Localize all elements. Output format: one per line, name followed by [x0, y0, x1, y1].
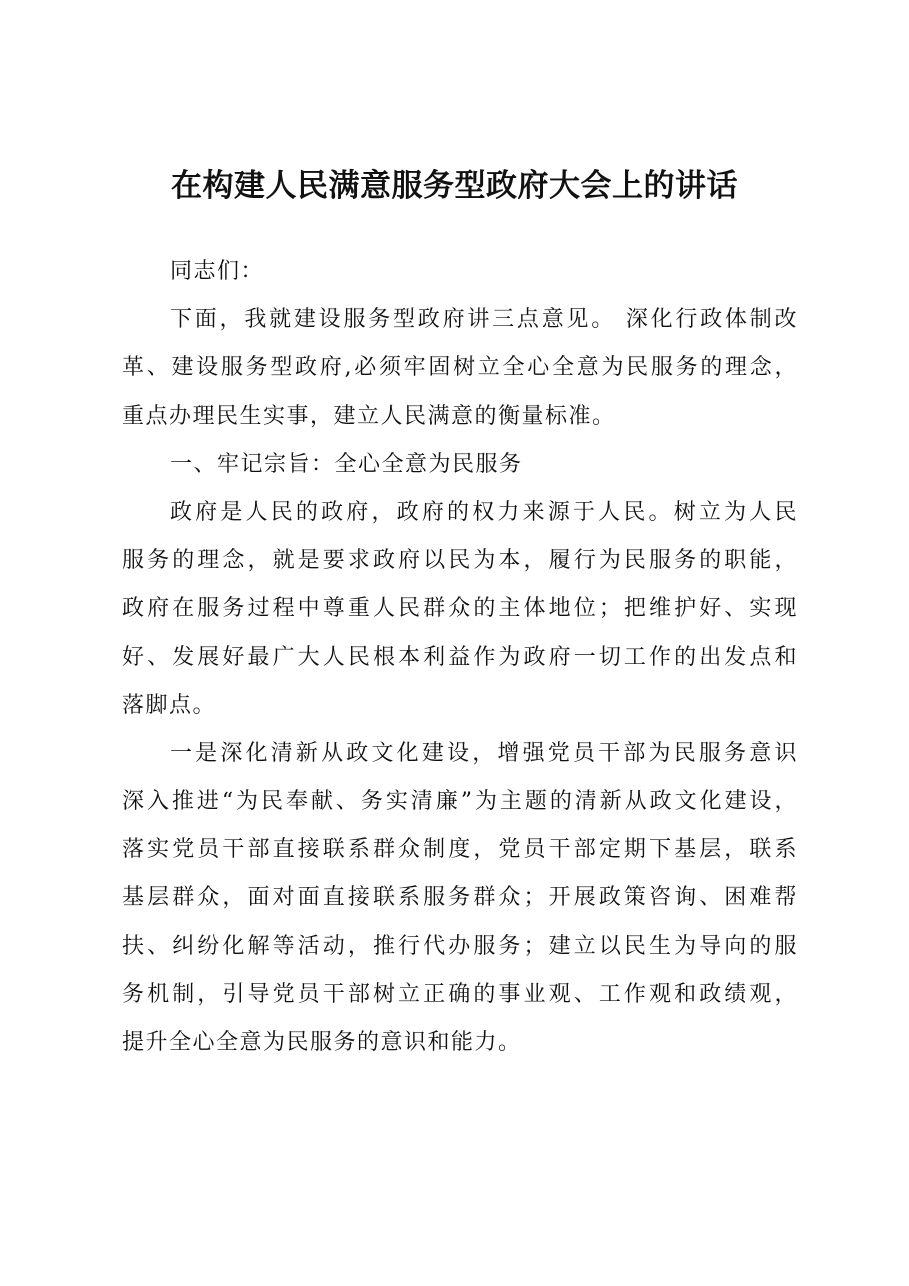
- paragraph-intro-line-1: 下面，我就建设服务型政府讲三点意见。 深化行政体制改: [170, 307, 798, 333]
- paragraph-government-line-1: 政府是人民的政府，政府的权力来源于人民。树立为人民: [170, 499, 798, 525]
- paragraph-government-line-5: 落脚点。: [122, 692, 217, 718]
- document-title: 在构建人民满意服务型政府大会上的讲话: [171, 168, 738, 204]
- paragraph-government-line-2: 服务的理念，就是要求政府以民为本，履行为民服务的职能，: [122, 548, 798, 574]
- paragraph-government-line-4: 好、发展好最广大人民根本利益作为政府一切工作的出发点和: [122, 644, 798, 670]
- paragraph-culture-line-4: 基层群众，面对面直接联系服务群众；开展政策咨询、困难帮: [122, 885, 798, 911]
- paragraph-culture-line-7: 提升全心全意为民服务的意识和能力。: [122, 1030, 522, 1055]
- paragraph-culture-line-6: 务机制，引导党员干部树立正确的事业观、工作观和政绩观，: [122, 981, 798, 1007]
- paragraph-culture-line-3: 落实党员干部直接联系群众制度，党员干部定期下基层，联系: [122, 837, 798, 863]
- paragraph-intro-line-2: 革、建设服务型政府,必须牢固树立全心全意为民服务的理念，: [122, 355, 798, 381]
- paragraph-culture-line-2: 深入推进“为民奉献、务实清廉”为主题的清新从政文化建设，: [122, 789, 798, 815]
- paragraph-culture-line-5: 扶、纠纷化解等活动，推行代办服务；建立以民生为导向的服: [122, 933, 798, 959]
- paragraph-intro-line-3: 重点办理民生实事，建立人民满意的衡量标准。: [122, 403, 616, 429]
- paragraph-culture-line-1: 一是深化清新从政文化建设，增强党员干部为民服务意识: [170, 740, 798, 766]
- salutation-line: 同志们：: [170, 259, 265, 284]
- paragraph-government-line-3: 政府在服务过程中尊重人民群众的主体地位；把维护好、实现: [122, 596, 798, 622]
- document-body: [122, 248, 798, 1067]
- section-heading-1: 一、牢记宗旨：全心全意为民服务: [170, 451, 523, 477]
